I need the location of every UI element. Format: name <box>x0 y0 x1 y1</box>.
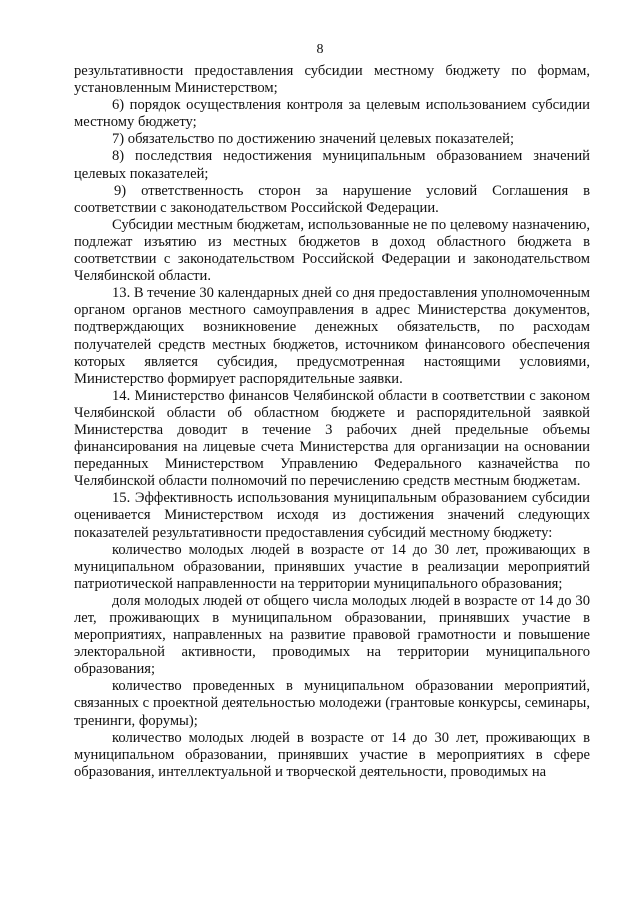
paragraph-continuation: результативности предоставления субсидии местному бюджету по формам, установленным Министерством; <box>74 63 590 97</box>
paragraph-misuse-subsidies: Субсидии местным бюджетам, использованные не по целевому назначению, подлежат изъятию из местных бюджетов в доход областного бюджета в соответствии с законодательством Российской Федерации и законодательством Челябинской области. <box>74 216 590 285</box>
paragraph-item-9: 9) ответственность сторон за нарушение условий Соглашения в соответствии с законодательством Российской Федерации. <box>74 182 590 216</box>
page-number: 8 <box>316 42 324 57</box>
paragraph-item-6: 6) порядок осуществления контроля за целевым использованием субсидии местному бюджету; <box>74 97 590 131</box>
paragraph-clause-14: 14. Министерство финансов Челябинской области в соответствии с законом Челябинской области об областном бюджете и распорядительной заявкой Министерства доводит в течение 3 рабочих дней предельные объемы финансирования на лицевые счета Министерства для организации на основании переданных Министерством Управлению Федерального казначейства по Челябинской области полномочий по перечислению средств местным бюджетам. <box>74 387 590 490</box>
indicator-legal-literacy: доля молодых людей от общего числа молодых людей в возрасте от 14 до 30 лет, проживающих в муниципальном образовании, принявших участие в мероприятиях, направленных на развитие правовой грамотности и повышение электоральной активности, проводимых на территории муниципального образования; <box>74 592 590 678</box>
paragraph-clause-15: 15. Эффективность использования муниципальным образованием субсидии оценивается Министерством исходя из достижения значений следующих показателей результативности предоставления субсидий местному бюджету: <box>74 490 590 541</box>
document-body <box>74 63 590 781</box>
paragraph-clause-13: 13. В течение 30 календарных дней со дня предоставления уполномоченным органом органов местного самоуправления в адрес Министерства документов, подтверждающих возникновение денежных обязательств, по расходам получателей средств местных бюджетов, источником финансового обеспечения которых является субсидия, предусмотренная настоящими условиями, Министерство формирует распорядительные заявки. <box>74 285 590 387</box>
indicator-project-activity: количество проведенных в муниципальном образовании мероприятий, связанных с проектной деятельностью молодежи (грантовые конкурсы, семинары, тренинги, форумы); <box>74 678 590 729</box>
paragraph-item-7: 7) обязательство по достижению значений целевых показателей; <box>112 131 515 148</box>
indicator-education-creativity: количество молодых людей в возрасте от 14 до 30 лет, проживающих в муниципальном образовании, принявших участие в мероприятиях в сфере образования, интеллектуальной и творческой деятельности, проводимых на <box>74 729 590 780</box>
paragraph-item-8: 8) последствия недостижения муниципальным образованием значений целевых показателей; <box>74 148 590 182</box>
indicator-patriotic: количество молодых людей в возрасте от 14 до 30 лет, проживающих в муниципальном образовании, принявших участие в реализации мероприятий патриотической направленности на территории муниципального образования; <box>74 541 590 592</box>
